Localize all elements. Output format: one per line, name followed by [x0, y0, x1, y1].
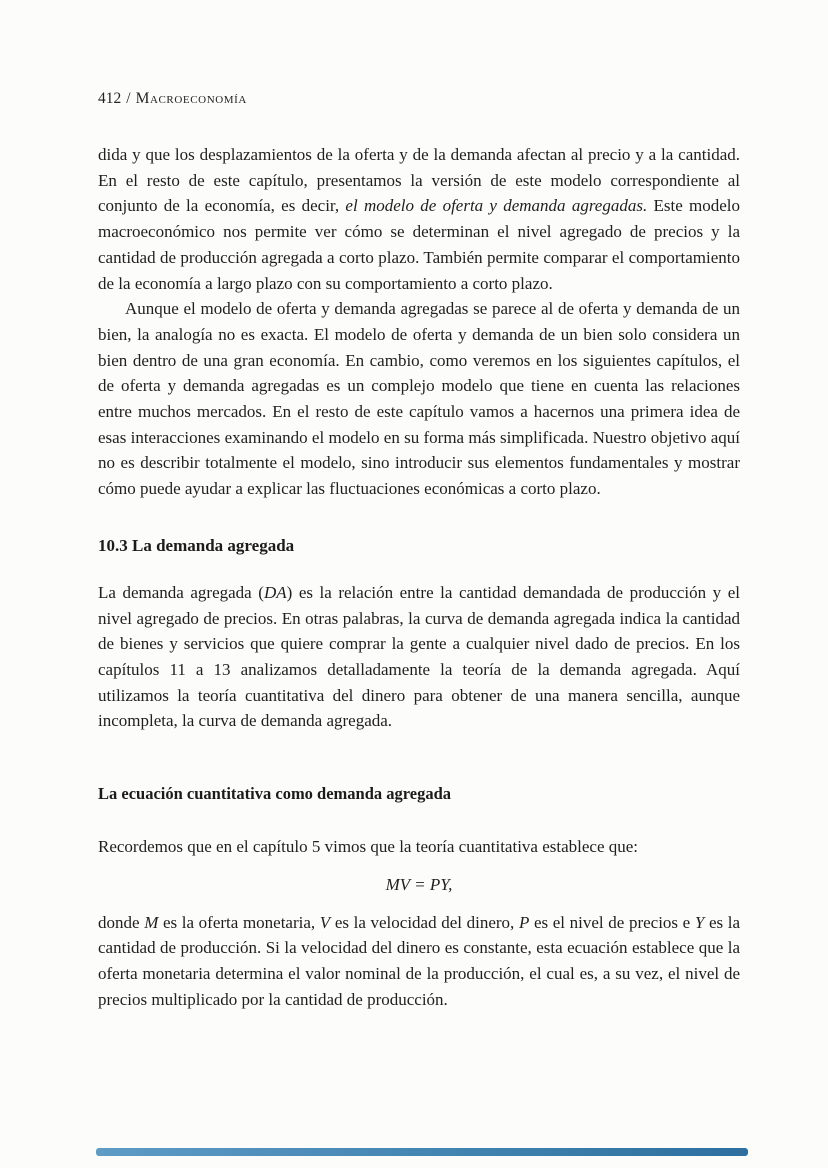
- paragraph-1: dida y que los desplazamientos de la oferta y de la demanda afectan al precio y a la cantidad. En el resto de este capítulo, presentamos la versión de este modelo correspondiente al conjunto de la economía, es decir, el modelo de oferta y demanda agregadas. Este modelo macroeconómico nos permite ver cómo se determinan el nivel agregado de precios y la cantidad de producción agregada a corto plazo. También permite comparar el comportamiento de la economía a largo plazo con su comportamiento a corto plazo.: [98, 145, 741, 293]
- subsection-heading: La ecuación cuantitativa como demanda agregada: [98, 784, 452, 804]
- book-title: Macroeconomía: [135, 90, 247, 107]
- section-heading: 10.3 La demanda agregada: [98, 535, 295, 555]
- equation: [98, 875, 740, 895]
- paragraph-2: Aunque el modelo de oferta y demanda agregadas se parece al de oferta y demanda de un bien, la analogía no es exacta. El modelo de oferta y demanda de un bien solo considera un bien dentro de una gran economía. En cambio, como veremos en los siguientes capítulos, el de oferta y demanda agregadas es un complejo modelo que tiene en cuenta las relaciones entre muchos mercados. En el resto de este capítulo vamos a hacernos una primera idea de esas interacciones examinando el modelo en su forma más simplificada. Nuestro objetivo aquí no es describir totalmente el modelo, sino introducir sus elementos fundamentales y mostrar cómo puede ayudar a explicar las fluctuaciones económicas a corto plazo.: [98, 299, 740, 499]
- paragraph-4: Recordemos que en el capítulo 5 vimos que la teoría cuantitativa establece que:: [98, 837, 639, 857]
- paragraph-3: La demanda agregada (DA) es la relación entre la cantidad demandada de producción y el nivel agregado de precios. En otras palabras, la curva de demanda agregada indica la cantidad de bienes y servicios que quiere comprar la gente a cualquier nivel dado de precios. En los capítulos 11 a 13 analizamos detalladamente la teoría de la demanda agregada. Aquí utilizamos la teoría cuantitativa del dinero para obtener de una manera sencilla, aunque incompleta, la curva de demanda agregada.: [98, 582, 740, 731]
- equation-text: MV = PY,: [385, 874, 453, 894]
- page-number: 412: [98, 90, 122, 107]
- page-body: [98, 142, 740, 1013]
- paragraph-5: donde M es la oferta monetaria, V es la velocidad del dinero, P es el nivel de precios e Y es la cantidad de producción. Si la velocidad del dinero es constante, esta ecuación establece que la oferta monetaria determina el valor nominal de la producción, el cual es, a su vez, el nivel de precios multiplicado por la cantidad de producción.: [98, 912, 741, 1009]
- running-head: [98, 90, 740, 108]
- page-bottom-edge: [96, 1148, 748, 1156]
- header-separator: /: [126, 90, 131, 107]
